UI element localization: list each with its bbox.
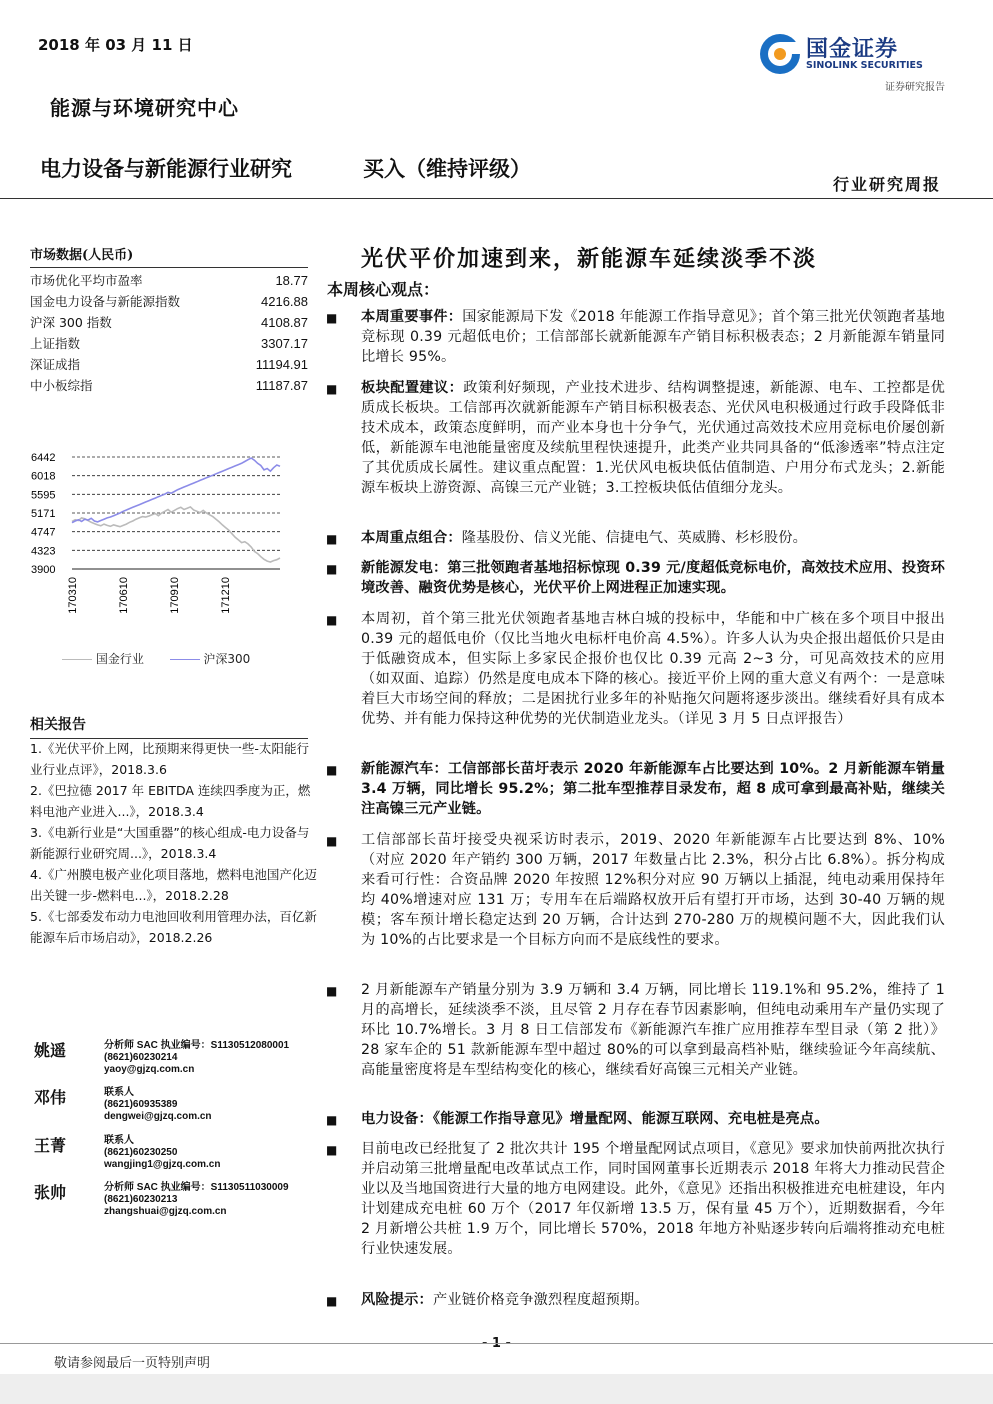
footer-bar [0,1374,993,1404]
market-row: 市场优化平均市盈率 18.77 [30,273,308,288]
y-tick-label: 6442 [31,452,56,464]
footer-divider [0,1343,993,1344]
index-chart [28,445,318,675]
market-row: 国金电力设备与新能源指数 4216.88 [30,294,308,309]
legend-hs300: 沪深300 [203,652,251,666]
rating: 买入（维持评级） [363,157,531,181]
paragraph: 电力设备：《能源工作指导意见》增量配网、能源互联网、充电桩是亮点。 [361,1111,829,1127]
related-reports-list [30,738,320,948]
industry-title: 电力设备与新能源行业研究 [40,157,292,181]
y-tick-label: 4323 [31,545,56,558]
bullet-icon: ■ [326,834,338,848]
report-type: 证券研究报告 [885,82,945,93]
bullet-icon: ■ [326,984,338,998]
logo-en: SINOLINK SECURITIES [806,60,923,71]
related-report-link[interactable]: 5.《七部委发布动力电池回收利用管理办法，百亿新能源车后市场启动》，2018.2.26 [30,909,317,945]
header-divider [0,198,993,199]
analyst-email[interactable]: zhangshuai@gjzq.com.cn [104,1206,227,1217]
paragraph: 目前电改已经批复了 2 批次共计 195 个增量配网试点项目，《意见》要求加快前两批次执行并启动第三批增量配电改革试点工作，同时国网董事长近期表示 2018 年将大力推动民营企业以及当地国资进行大量的地方电网建设。此外，《意见》还指出积极推进充电桩建设，年内计划建成充电桩 60 万个（2017 年仅新增 13.5 万，保有量 45 万个），近期数据看，今年 2 月新增公共桩 1.9 万个，同比增长 570%，2018 年地方补贴逐步转向后端将推动充电桩行业快速发展。 [361,1141,945,1257]
market-row: 深证成指 11194.91 [30,357,308,372]
page-number: - 1 - [482,1336,511,1351]
bullet-icon: ■ [326,562,338,576]
paragraph: 板块配置建议：政策利好频现，产业技术进步、结构调整提速，新能源、电车、工控都是优质成长板块。工信部再次就新能源车产销目标积极表态、光伏风电积极通过行政手段降低非技术成本，政策态度鲜明，而产业本身也十分争气，光伏通过高效技术应用竞标电价屡创新低，新能源车电池能量密度及续航里程快速提升，此类产业共同具备的“低渗透率”特点注定了其优质成长属性。建议重点配置：1.光伏风电板块低估值制造、户用分布式龙头；2.新能源车板块上游资源、高镍三元产业链；3.工控板块低估值细分龙头。 [361,380,946,496]
series-line-industry [72,507,280,562]
bullet-icon: ■ [326,532,338,546]
core-views-title: 本周核心观点： [327,280,440,299]
disclaimer: 敬请参阅最后一页特别声明 [54,1356,211,1371]
y-tick-label: 4747 [31,526,56,539]
legend-industry: 国金行业 [95,652,144,666]
bullet-icon: ■ [326,311,338,325]
headline: 光伏平价加速到来，新能源车延续淡季不淡 [361,246,818,272]
research-center: 能源与环境研究中心 [50,96,239,120]
chart-legend [62,650,250,667]
y-tick-label: 5171 [31,508,56,520]
analyst-name: 王菁 [34,1136,67,1155]
x-tick-label: 171210 [220,577,232,614]
market-row: 沪深 300 指数 4108.87 [30,315,308,330]
logo-cn: 国金证券 [806,37,899,62]
bullet-icon: ■ [326,1113,338,1127]
paragraph: 新能源汽车：工信部部长苗圩表示 2020 年新能源车占比要达到 10%。2 月新能源车销量 3.4 万辆，同比增长 95.2%；第二批车型推荐目录发布，超 8 成可拿到最高补贴，继续关注高镍三元产业链。 [361,761,945,817]
analyst-name: 张帅 [34,1183,67,1202]
paragraph: 本周初，首个第三批光伏领跑者基地吉林白城的投标中，华能和中广核在多个项目中报出 0.39 元的超低电价（仅比当地火电标杆电价高 4.5%）。许多人认为央企报出超低价只是由于低融资成本，但实际上多家民企报价也仅比 0.39 元高 2~3 分，可见高效技术的应用（如双面、追踪）仍然是度电成本下降的核心。接近平价上网的重大意义有两个：一是意味着巨大市场空间的释放；二是困扰行业多年的补贴拖欠问题将逐步淡出。继续看好具有成本优势、并有能力保持这种优势的光伏制造业龙头。（详见 3 月 5 日点评报告） [361,611,945,727]
analyst-email[interactable]: yaoy@gjzq.com.cn [104,1064,195,1075]
market-row: 上证指数 3307.17 [30,336,308,351]
legend-swatch-industry [62,659,92,660]
legend-swatch-hs300 [170,659,200,660]
paragraph: 本周重要事件：国家能源局下发《2018 年能源工作指导意见》；首个第三批光伏领跑者基地竞标现 0.39 元超低电价；工信部部长就新能源车产销目标积极表态；2 月新能源车销量同比增长 95%。 [361,309,946,365]
weekly-label: 行业研究周报 [832,175,941,194]
report-date: 2018 年 03 月 11 日 [38,36,193,54]
related-report-link[interactable]: 1.《光伏平价上网，比预期来得更快一些-太阳能行业行业点评》，2018.3.6 [30,741,309,777]
paragraph: 风险提示：产业链价格竞争激烈程度超预期。 [361,1292,649,1308]
market-row: 中小板综指 11187.87 [30,378,308,393]
related-report-link[interactable]: 2.《巴拉德 2017 年 EBITDA 连续四季度为正，燃料电池产业进入...》，2018.3.4 [30,783,311,819]
bullet-icon: ■ [326,1143,338,1157]
logo-mark-icon [758,32,802,76]
market-data-title: 市场数据(人民币) [30,244,308,268]
related-reports-title: 相关报告 [30,714,308,739]
market-data [30,244,308,396]
paragraph: 工信部部长苗圩接受央视采访时表示，2019、2020 年新能源车占比要达到 8%、10%（对应 2020 年产销约 300 万辆，2017 年数量占比 2.3%，积分占比 6.8%）。拆分构成来看可行性：合资品牌 2020 年按照 12%积分对应 90 万辆以上插混，纯电动乘用保持年均 40%增速对应 131 万；专用车在后端路权放开后有望打开市场，达到 30-40 万辆的规模；客车预计增长稳定达到 20 万辆，合计达到 270-280 万的规模问题不大，因此我们认为 10%的占比要求是一个目标方向而不是底线性的要求。 [361,832,945,948]
analyst-name: 邓伟 [34,1088,67,1107]
x-tick-label: 170310 [67,577,79,614]
y-tick-label: 6018 [31,470,56,483]
x-tick-label: 170910 [169,577,181,614]
y-tick-label: 3900 [31,564,56,576]
paragraph: 本周重点组合：隆基股份、信义光能、信捷电气、英威腾、杉杉股份。 [361,530,808,546]
related-report-link[interactable]: 3.《电新行业是“大国重器”的核心组成-电力设备与新能源行业研究周...》，2018.3.4 [30,825,310,861]
related-report-link[interactable]: 4.《广州膜电极产业化项目落地，燃料电池国产化迈出关键一步-燃料电...》，2018.2.28 [30,867,317,903]
y-tick-label: 5595 [31,489,56,502]
bullet-icon: ■ [326,613,338,627]
bullet-icon: ■ [326,382,338,396]
analyst-email[interactable]: dengwei@gjzq.com.cn [104,1111,212,1122]
bullet-icon: ■ [326,763,338,777]
bullet-icon: ■ [326,1294,338,1308]
paragraph: 2 月新能源车产销量分别为 3.9 万辆和 3.4 万辆，同比增长 119.1%和 95.2%，维持了 1 月的高增长，延续淡季不淡，且尽管 2 月存在春节因素影响，但纯电动乘用车产量仍实现了环比 10.7%增长。3 月 8 日工信部发布《新能源汽车推广应用推荐车型目录（第 2 批）》28 家车企的 51 款新能源车型中超过 80%的可以拿到最高档补贴，继续验证今年高续航、高能量密度将是车型结构变化的核心，继续看好高镍三元相关产业链。 [361,982,945,1078]
x-tick-label: 170610 [118,577,130,614]
analyst-email[interactable]: wangjing1@gjzq.com.cn [104,1159,221,1170]
analyst-name: 姚遥 [34,1041,67,1060]
paragraph: 新能源发电：第三批领跑者基地招标惊现 0.39 元/度超低竞标电价，高效技术应用、投资环境改善、融资优势是核心，光伏平价上网进程正加速实现。 [361,560,945,596]
